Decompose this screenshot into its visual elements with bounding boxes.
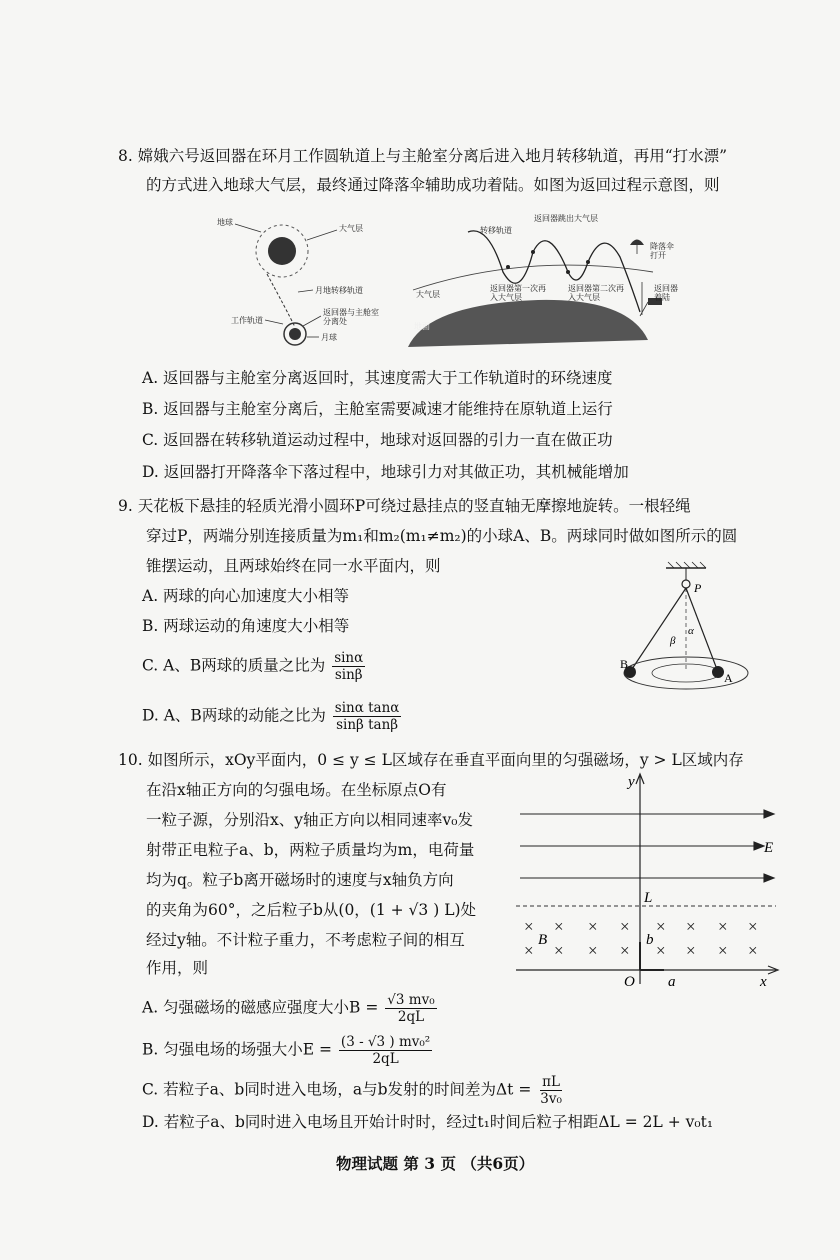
- label-a: A: [724, 671, 733, 685]
- svg-text:×: ×: [554, 941, 564, 960]
- q10-option-a-text: A. 匀强磁场的磁感应强度大小B =: [142, 998, 379, 1017]
- q8-line1: 8. 嫦娥六号返回器在环月工作圆轨道上与主舱室分离后进入地月转移轨道，再用“打水漂”: [118, 147, 728, 165]
- q10-line8: 作用，则: [146, 959, 209, 977]
- q10-option-d: D. 若粒子a、b同时进入电场且开始计时时，经过t₁时间后粒子相距ΔL = 2L + v₀t₁: [142, 1113, 714, 1131]
- q9-option-d-denominator: sinβ tanβ: [336, 717, 399, 733]
- q10-line1: 10. 如图所示，xOy平面内，0 ≤ y ≤ L区域存在垂直平面向里的匀强磁场，y > L区域内存: [118, 751, 744, 769]
- svg-text:×: ×: [620, 917, 630, 936]
- first-entry-label: 返回器第一次再入大气层: [490, 284, 546, 302]
- q9-option-c-denominator: sinβ: [334, 667, 363, 683]
- page-footer: 物理试题 第 3 页 （共6页）: [336, 1154, 535, 1173]
- label-a-particle: a: [668, 974, 676, 990]
- svg-text:×: ×: [588, 917, 598, 936]
- svg-text:×: ×: [718, 917, 728, 936]
- second-entry-label: 返回器第二次再入大气层: [568, 284, 624, 302]
- atmosphere-label-right: 大气层: [416, 290, 440, 299]
- q8-option-c: C. 返回器在转移轨道运动过程中，地球对返回器的引力一直在做正功: [142, 431, 613, 449]
- q10-option-b-fraction: [339, 1034, 432, 1067]
- label-origin: O: [624, 974, 635, 990]
- q10-option-b-numerator: (3 - √3 ) mv₀²: [340, 1034, 431, 1050]
- q8-figure-right: [408, 212, 688, 352]
- q10-line4: 射带正电粒子a、b，两粒子质量均为m，电荷量: [146, 841, 475, 859]
- earth-label: 地球: [217, 218, 233, 227]
- q9-option-c-numerator: sinα: [334, 650, 364, 666]
- label-b: B: [620, 657, 629, 671]
- label-b-field: B: [538, 932, 548, 948]
- q10-option-b: [142, 1034, 432, 1067]
- label-l: L: [644, 890, 653, 906]
- q9-line1: 9. 天花板下悬挂的轻质光滑小圆环P可绕过悬挂点的竖直轴无摩擦地旋转。一根轻绳: [118, 497, 691, 515]
- earth-icon: [268, 237, 296, 265]
- q10-figure: [510, 772, 790, 992]
- svg-text:×: ×: [588, 941, 598, 960]
- q10-line7: 经过y轴。不计粒子重力，不考虑粒子间的相互: [146, 931, 465, 949]
- q10-option-b-text: B. 匀强电场的场强大小E =: [142, 1040, 332, 1059]
- q9-option-d-text: D. A、B两球的动能之比为: [142, 706, 326, 725]
- q8-option-d: D. 返回器打开降落伞下落过程中，地球引力对其做正功，其机械能增加: [142, 463, 629, 481]
- q9-line2: 穿过P，两端分别连接质量为m₁和m₂(m₁≠m₂)的小球A、B。两球同时做如图所示的圆: [146, 527, 738, 545]
- ground-shape: [408, 300, 648, 347]
- q8-figure-left: [217, 212, 395, 352]
- atmosphere-label: 大气层: [339, 224, 363, 233]
- q10-option-c: [142, 1074, 564, 1107]
- q8-line2: 的方式进入地球大气层，最终通过降落伞辅助成功着陆。如图为返回过程示意图，则: [146, 176, 720, 194]
- svg-text:×: ×: [620, 941, 630, 960]
- svg-text:×: ×: [524, 941, 534, 960]
- svg-text:×: ×: [656, 941, 666, 960]
- q10-option-a-fraction: [385, 992, 436, 1025]
- ground-label: 地面: [414, 322, 430, 331]
- q10-option-a: [142, 992, 437, 1025]
- q10-option-c-fraction: [538, 1074, 564, 1107]
- land-label: 返回器着陆: [654, 284, 678, 302]
- q10-option-a-numerator: √3 mv₀: [387, 992, 435, 1008]
- q9-option-d-fraction: [333, 700, 402, 733]
- q9-option-a: A. 两球的向心加速度大小相等: [142, 587, 350, 605]
- q10-line5: 均为q。粒子b离开磁场时的速度与x轴负方向: [146, 871, 454, 889]
- label-alpha: α: [688, 625, 694, 637]
- q10-line2: 在沿x轴正方向的匀强电场。在坐标原点O有: [146, 781, 447, 799]
- q10-line6: 的夹角为60°，之后粒子b从(0，(1 + √3 ) L)处: [146, 901, 477, 919]
- svg-text:×: ×: [524, 917, 534, 936]
- axis-x-label: x: [760, 974, 767, 990]
- ring-p-icon: [682, 580, 690, 588]
- q9-option-b: B. 两球运动的角速度大小相等: [142, 617, 350, 635]
- q10-option-b-denominator: 2qL: [372, 1051, 399, 1067]
- transfer-orbit-label-right: 转移轨道: [480, 226, 512, 235]
- svg-text:×: ×: [748, 917, 758, 936]
- label-b-particle: b: [646, 932, 654, 948]
- axis-y-label: y: [628, 774, 635, 790]
- q9-line3: 锥摆运动，且两球始终在同一水平面内，则: [146, 557, 441, 575]
- q9-option-d: [142, 700, 401, 733]
- q8-option-a: A. 返回器与主舱室分离返回时，其速度需大于工作轨道时的环绕速度: [142, 369, 613, 387]
- earth-moon-diagram: [225, 212, 395, 352]
- svg-text:×: ×: [656, 917, 666, 936]
- svg-text:×: ×: [686, 941, 696, 960]
- parachute-icon: [630, 240, 644, 246]
- label-e: E: [764, 840, 774, 856]
- q8-option-b: B. 返回器与主舱室分离后，主舱室需要减速才能维持在原轨道上运行: [142, 400, 613, 418]
- q10-option-c-text: C. 若粒子a、b同时进入电场，a与b发射的时间差为Δt =: [142, 1080, 532, 1099]
- svg-text:×: ×: [748, 941, 758, 960]
- q9-figure: [600, 560, 770, 730]
- q9-option-c-text: C. A、B两球的质量之比为: [142, 656, 326, 675]
- work-orbit-label: 工作轨道: [231, 316, 263, 325]
- moon-icon: [289, 328, 301, 340]
- q9-option-c-fraction: [332, 650, 365, 683]
- moon-label: 月球: [321, 333, 337, 342]
- q9-option-c: [142, 650, 365, 683]
- conical-pendulum-diagram: [600, 560, 770, 730]
- skip-reentry-diagram: [408, 212, 688, 352]
- svg-text:×: ×: [554, 917, 564, 936]
- separation-label: 返回器与主舱室分离处: [323, 308, 379, 326]
- q10-option-c-numerator: πL: [542, 1074, 560, 1090]
- q10-option-c-denominator: 3v₀: [540, 1091, 562, 1107]
- transfer-orbit-label: 月地转移轨道: [315, 286, 363, 295]
- q10-line3: 一粒子源，分别沿x、y轴正方向以相同速率v₀发: [146, 811, 473, 829]
- ball-a-icon: [712, 666, 724, 678]
- svg-text:×: ×: [686, 917, 696, 936]
- exit-label: 返回器跳出大气层: [534, 214, 598, 223]
- chute-label: 降落伞打开: [650, 242, 674, 260]
- label-beta: β: [670, 635, 676, 647]
- field-region-diagram: [510, 772, 790, 992]
- q10-option-a-denominator: 2qL: [397, 1009, 425, 1025]
- svg-text:×: ×: [718, 941, 728, 960]
- q9-option-d-numerator: sinα tanα: [334, 700, 400, 716]
- label-p: P: [694, 581, 702, 595]
